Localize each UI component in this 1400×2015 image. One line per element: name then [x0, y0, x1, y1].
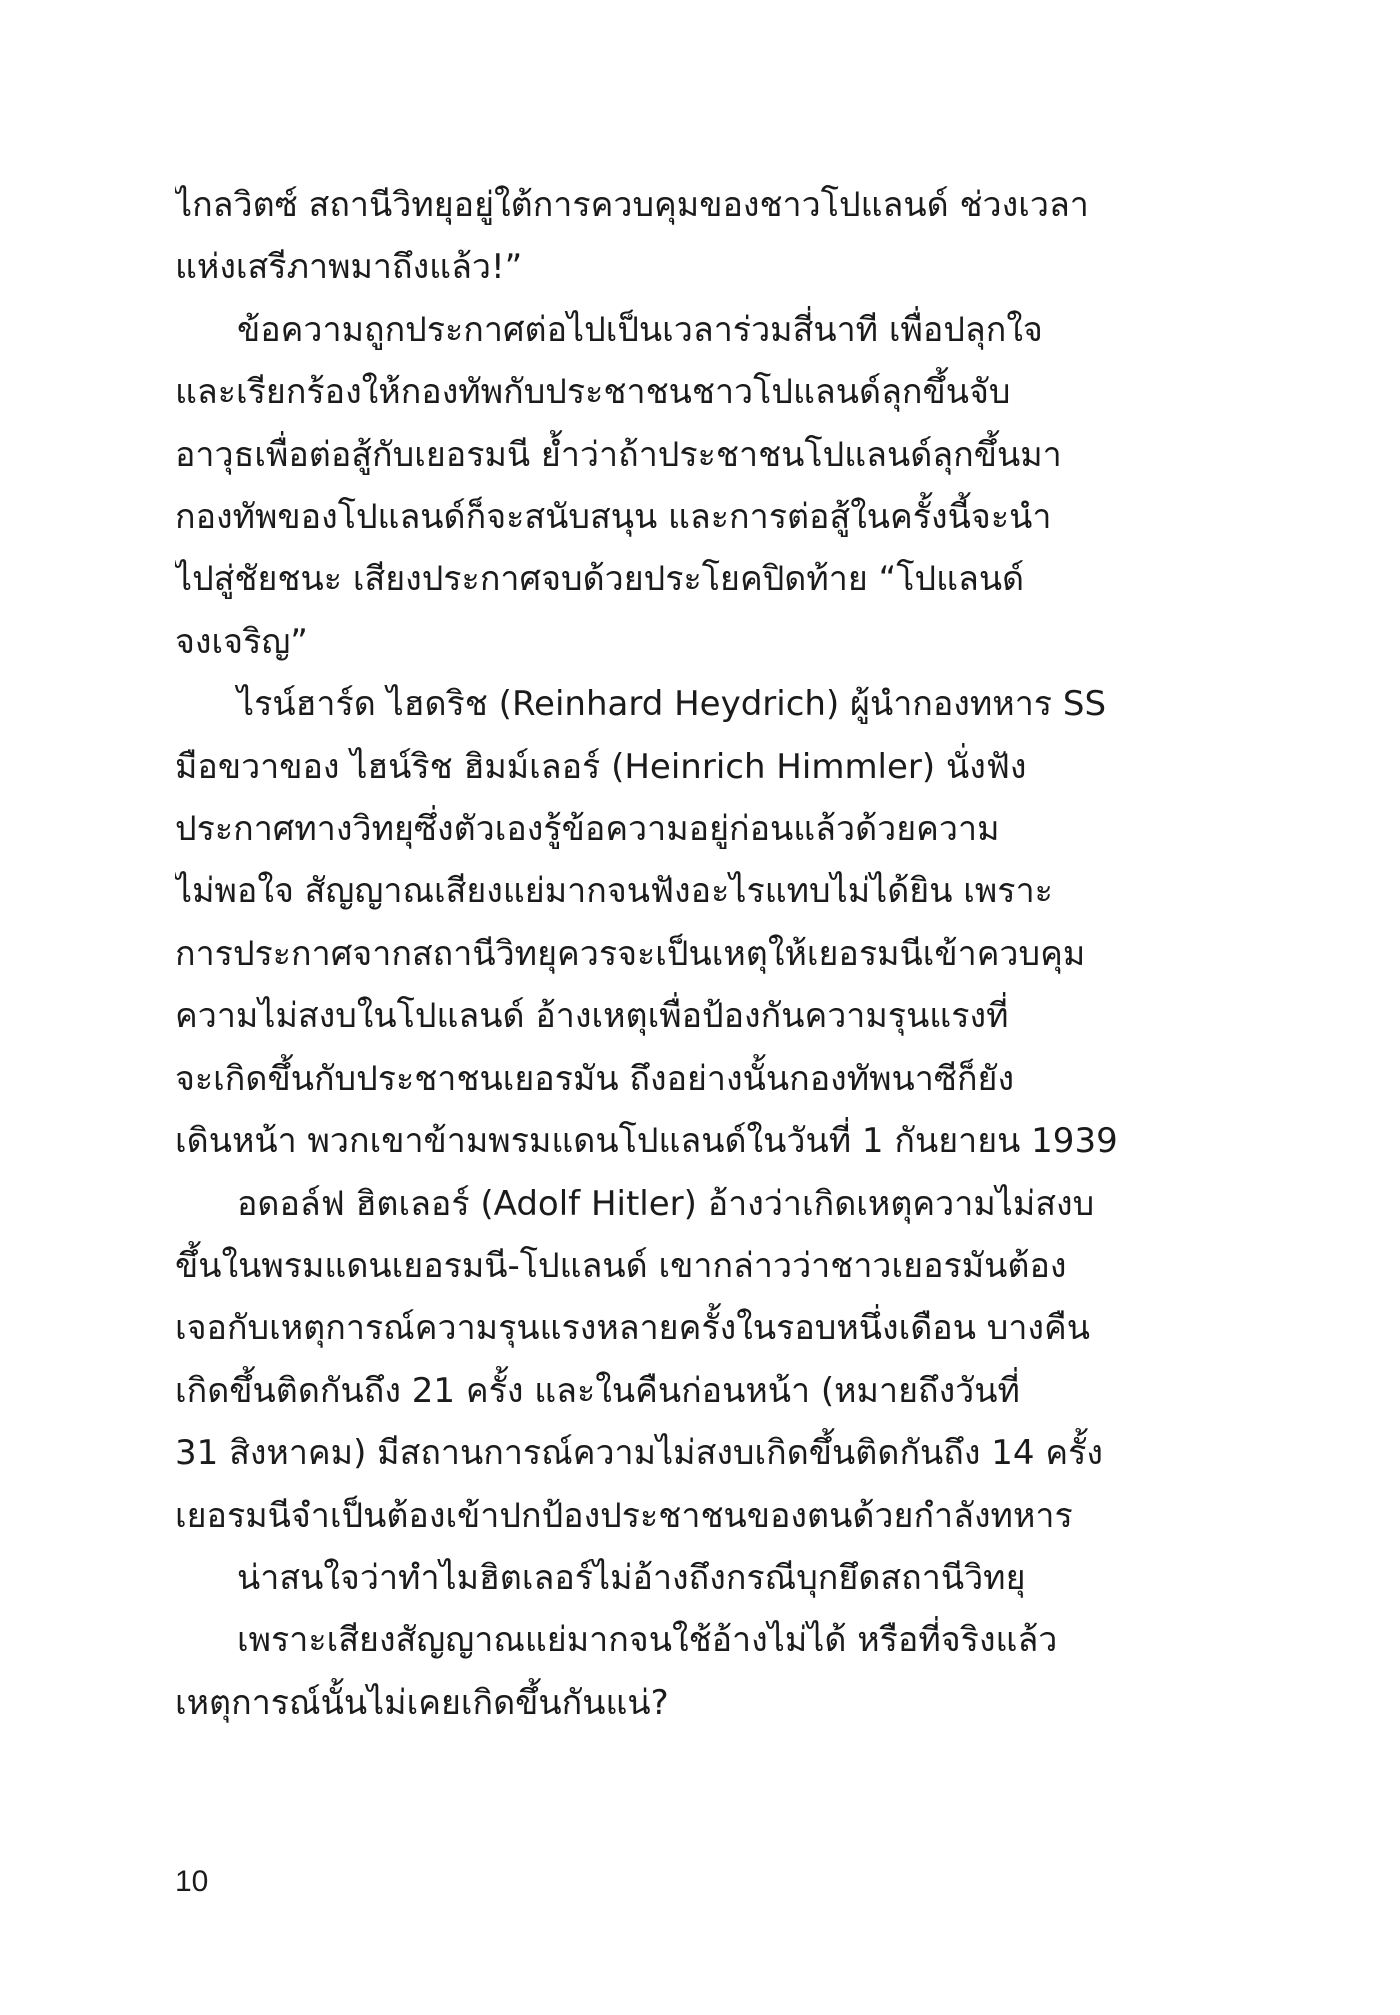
text-line: ไปสู่ชัยชนะ เสียงประกาศจบด้วยประโยคปิดท้าย “โปแลนด์ — [175, 559, 1025, 600]
paragraph — [175, 174, 1131, 299]
text-line: อาวุธเพื่อต่อสู้กับเยอรมนี ย้ำว่าถ้าประชาชนโปแลนด์ลุกขึ้นมา — [175, 434, 1062, 475]
text-line: อดอล์ฟ ฮิตเลอร์ (Adolf Hitler) อ้างว่าเกิดเหตุความไม่สงบ — [237, 1183, 1095, 1224]
paragraph — [175, 673, 1131, 1172]
text-line: เหตุการณ์นั้นไม่เคยเกิดขึ้นกันแน่? — [175, 1682, 669, 1723]
text-line: ไรน์ฮาร์ด ไฮดริช (Reinhard Heydrich) ผู้นำกองทหาร SS — [237, 684, 1107, 725]
text-line: ขึ้นในพรมแดนเยอรมนี-โปแลนด์ เขากล่าวว่าชาวเยอรมันต้อง — [175, 1245, 1067, 1286]
text-line: กองทัพของโปแลนด์ก็จะสนับสนุน และการต่อสู้ในครั้งนี้จะนำ — [175, 497, 1052, 538]
text-line: แห่งเสรีภาพมาถึงแล้ว!” — [175, 247, 523, 288]
text-line: การประกาศจากสถานีวิทยุควรจะเป็นเหตุให้เยอรมนีเข้าควบคุม — [175, 933, 1086, 974]
body-text — [175, 174, 1131, 1734]
text-line: มือขวาของ ไฮน์ริช ฮิมม์เลอร์ (Heinrich Himmler) นั่งฟัง — [175, 746, 1027, 787]
paragraph — [175, 1547, 1131, 1609]
paragraph — [175, 1173, 1131, 1547]
page-number: 10 — [175, 1865, 209, 1898]
text-line: ประกาศทางวิทยุซึ่งตัวเองรู้ข้อความอยู่ก่อนแล้วด้วยความ — [175, 809, 1000, 850]
text-line: จงเจริญ” — [175, 621, 308, 662]
text-line: 31 สิงหาคม) มีสถานการณ์ความไม่สงบเกิดขึ้นติดกันถึง 14 ครั้ง — [175, 1433, 1103, 1474]
text-line: เดินหน้า พวกเขาข้ามพรมแดนโปแลนด์ในวันที่ 1 กันยายน 1939 — [175, 1121, 1118, 1162]
text-line: ไม่พอใจ สัญญาณเสียงแย่มากจนฟังอะไรแทบไม่ได้ยิน เพราะ — [175, 871, 1053, 912]
text-line: เยอรมนีจำเป็นต้องเข้าปกป้องประชาชนของตนด้วยกำลังทหาร — [175, 1495, 1073, 1536]
text-line: ข้อความถูกประกาศต่อไปเป็นเวลาร่วมสี่นาที เพื่อปลุกใจ — [237, 309, 1043, 350]
text-line: เจอกับเหตุการณ์ความรุนแรงหลายครั้งในรอบหนึ่งเดือน บางคืน — [175, 1308, 1091, 1349]
text-line: และเรียกร้องให้กองทัพกับประชาชนชาวโปแลนด์ลุกขึ้นจับ — [175, 372, 1011, 413]
text-line: จะเกิดขึ้นกับประชาชนเยอรมัน ถึงอย่างนั้นกองทัพนาซีก็ยัง — [175, 1058, 1015, 1099]
text-line: เกิดขึ้นติดกันถึง 21 ครั้ง และในคืนก่อนหน้า (หมายถึงวันที่ — [175, 1370, 1020, 1411]
text-line: น่าสนใจว่าทำไมฮิตเลอร์ไม่อ้างถึงกรณีบุกยึดสถานีวิทยุ — [237, 1557, 1026, 1598]
text-line: ความไม่สงบในโปแลนด์ อ้างเหตุเพื่อป้องกันความรุนแรงที่ — [175, 996, 1009, 1037]
text-line: เพราะเสียงสัญญาณแย่มากจนใช้อ้างไม่ได้ หรือที่จริงแล้ว — [237, 1620, 1058, 1661]
text-line: ไกลวิตซ์ สถานีวิทยุอยู่ใต้การควบคุมของชาวโปแลนด์ ช่วงเวลา — [175, 185, 1089, 225]
paragraph — [175, 1609, 1131, 1734]
paragraph — [175, 299, 1131, 673]
